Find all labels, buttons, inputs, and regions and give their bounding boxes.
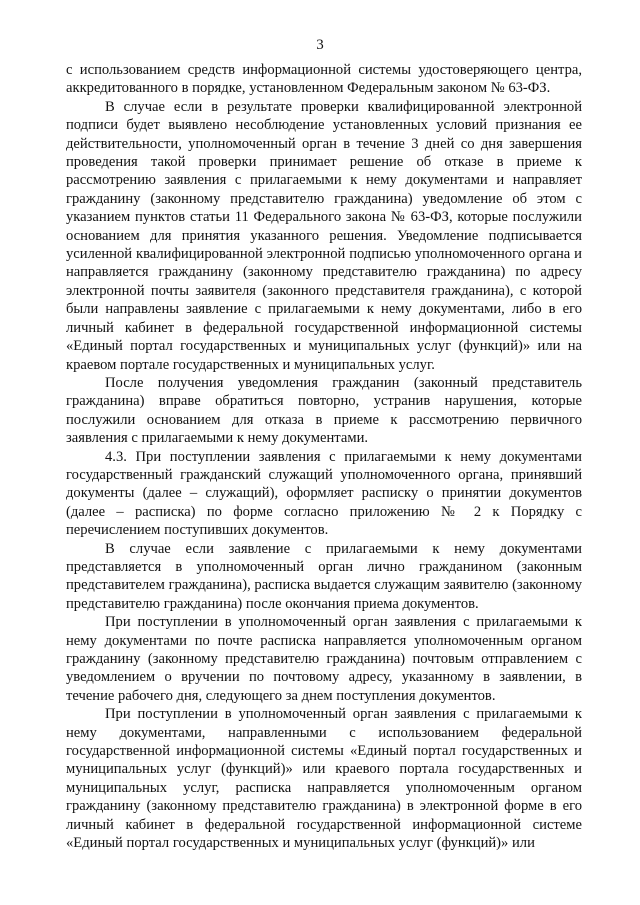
- paragraph-repeat-request: После получения уведомления гражданин (законный представитель гражданина) вправе обратиться повторно, устранив нарушения, которые послужили основанием для отказа в приеме к рассмотрению первичного заявления с прилагаемыми к нему документами.: [66, 374, 582, 447]
- paragraph-signature-check: В случае если в результате проверки квалифицированной электронной подписи будет выявлено несоблюдение установленных условий признания ее действительности, уполномоченный орган в течение 3 дней со дня завершения проведения такой проверки принимает решение об отказе в приеме к рассмотрению заявления с прилагаемыми к нему документами и направляет гражданину (законному представителю гражданина) уведомление об этом с указанием пунктов статьи 11 Федерального закона № 63-ФЗ, которые послужили основанием для принятия указанного решения. Уведомление подписывается усиленной квалифицированной электронной подписью уполномоченного органа и направляется гражданину (законному представителю гражданина) по адресу электронной почты заявителя (законного представителя гражданина), с которой были направлены заявление с прилагаемыми к нему документами, либо в его личный кабинет в федеральной государственной информационной системы «Единый портал государственных и муниципальных услуг (функций)» или на краевом портале государственных и муниципальных услуг.: [66, 98, 582, 373]
- document-body: [66, 61, 582, 852]
- paragraph-continuation: с использованием средств информационной системы удостоверяющего центра, аккредитованного в порядке, установленном Федеральным законом № 63-ФЗ.: [66, 62, 582, 97]
- paragraph-clause-4-3: 4.3. При поступлении заявления с прилагаемыми к нему документами государственный гражданский служащий уполномоченного органа, принявший документы (далее – служащий), оформляет расписку о принятии документов (далее – расписка) по форме согласно приложению № 2 к Порядку с перечислением поступивших документов.: [66, 448, 582, 539]
- paragraph-in-person: В случае если заявление с прилагаемыми к нему документами представляется в уполномоченный орган лично гражданином (законным представителем гражданина), расписка выдается служащим заявителю (законному представителю гражданина) после окончания приема документов.: [66, 540, 582, 612]
- paragraph-electronic: При поступлении в уполномоченный орган заявления с прилагаемыми к нему документами, направленными с использованием федеральной государственной информационной системы «Единый портал государственных и муниципальных услуг (функций)» или краевого портала государственных и муниципальных услуг, расписка направляется уполномоченным органом гражданину (законному представителю гражданина) в электронной форме в его личный кабинет в федеральной государственной информационной системе «Единый портал государственных и муниципальных услуг (функций)» или: [66, 706, 582, 852]
- paragraph-by-mail: При поступлении в уполномоченный орган заявления с прилагаемыми к нему документами по почте расписка направляется уполномоченным органом гражданину (законному представителю гражданина) почтовым отправлением с уведомлением о вручении по почтовому адресу, указанному в заявлении, в течение рабочего дня, следующего за днем поступления документов.: [66, 614, 582, 704]
- page-number: 3: [316, 37, 324, 53]
